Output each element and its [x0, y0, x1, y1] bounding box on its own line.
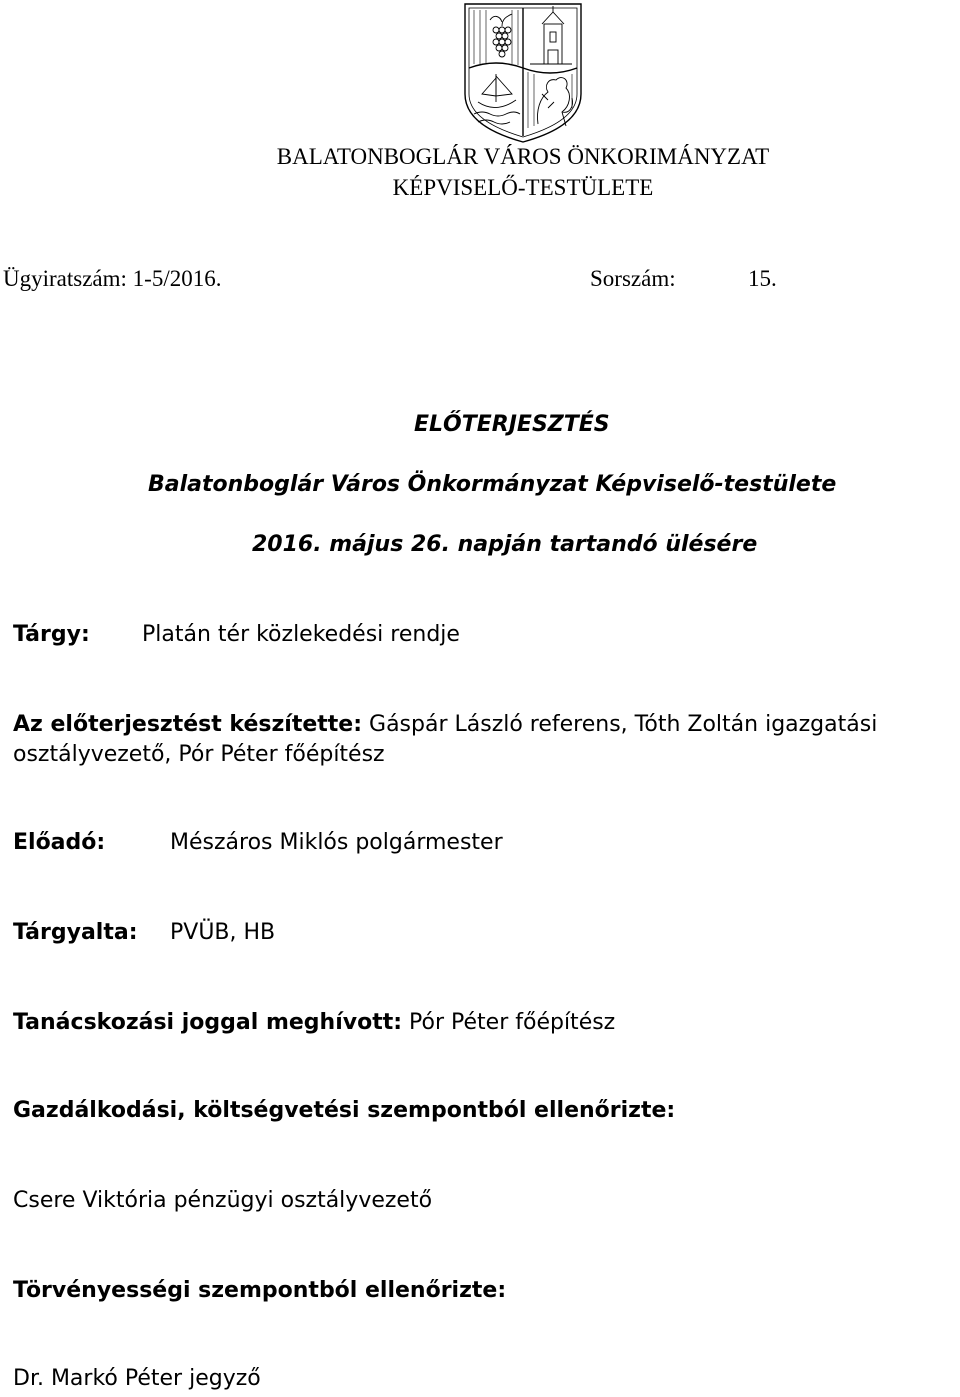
prepared-by-value-cont: osztályvezető, Pór Péter főépítész [13, 742, 385, 767]
presenter-value: Mészáros Miklós polgármester [170, 830, 503, 855]
financial-check-value: Csere Viktória pénzügyi osztályvezető [13, 1188, 433, 1213]
prepared-by-value: Gáspár László referens, Tóth Zoltán igazgatási [369, 712, 878, 737]
document-heading: ELŐTERJESZTÉS [414, 412, 610, 437]
prepared-by [13, 712, 877, 737]
document-body-line: Balatonboglár Város Önkormányzat Képviselő-testülete [148, 472, 837, 497]
prepared-by-label: Az előterjesztést készítette: [13, 712, 363, 737]
org-name-line2: KÉPVISELŐ-TESTÜLETE [392, 175, 654, 200]
legal-check-label: Törvényességi szempontból ellenőrizte: [13, 1278, 507, 1303]
invited-label: Tanácskozási joggal meghívott: [13, 1010, 403, 1035]
coat-of-arms-icon [462, 2, 584, 144]
case-number: Ügyiratszám: 1-5/2016. [3, 266, 222, 291]
discussed-by-label: Tárgyalta: [13, 920, 138, 945]
subject-label: Tárgy: [13, 622, 90, 647]
legal-check-value: Dr. Markó Péter jegyző [13, 1366, 261, 1391]
subject-value: Platán tér közlekedési rendje [142, 622, 460, 647]
invited [13, 1010, 615, 1035]
meeting-date-line: 2016. május 26. napján tartandó ülésére [252, 532, 758, 557]
org-name-line1: BALATONBOGLÁR VÁROS ÖNKORIMÁNYZAT [276, 144, 770, 169]
invited-value: Pór Péter főépítész [409, 1010, 616, 1035]
serial-label: Sorszám: [590, 266, 676, 291]
financial-check-label: Gazdálkodási, költségvetési szempontból ellenőrizte: [13, 1098, 676, 1123]
serial-value: 15. [748, 266, 777, 291]
presenter-label: Előadó: [13, 830, 106, 855]
discussed-by-value: PVÜB, HB [170, 920, 276, 945]
